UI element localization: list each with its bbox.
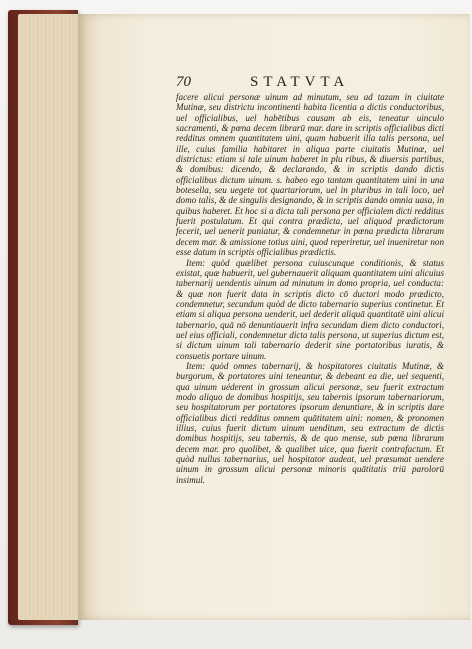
paragraph-2: Item: quòd quælibet persona cuiuscunque conditionis, & status existat, quæ habuerit, uel gubernauerit aliquam quantitatem uini alicuius tabernarij uendentis uinum ad minutum in domo propria, uel conducta: & quæ non fuerit data in scriptis dicto cō ductori modo prædicto, condemnetur, secundum quòd de dicto tabernario superius continetur. Et etiam si aliqua persona uenderit, uel dederit aliquā quantitatē uini alicui tabernario, quā nō denuntiauerit infra secundam diem dicto conductori, uel eius officiali, condemnetur dicta talis persona, ut superius dictum est, si dictum uinum tali tabernario dederit sine portatoribus iuratis, & consuetis portare uinum. <box>176 257 444 361</box>
body-text <box>176 92 444 485</box>
paragraph-1: facere alicui personæ uinum ad minutum, seu ad tazam in ciuitate Mutinæ, seu districtu incontinenti habita licentia a dictis conductoribus, uel officialibus, uel habētibus causam ab eis, teneatur uinculo sacramenti, & pœna decem librarū mar. dare in scriptis officialibus dicti redditus omnem quantitatem uini, quam habuerit illa talis persona, uel ille, cuius familia habitaret in aliqua parte ciuitatis Mutinæ, uel districtus: etiam si tale uinum haberet in plu ribus, & diuersis partibus, & domibus: dicendo, & declarando, & in scriptis dando dictis officialibus dictum uinum. s. habeo ego tantam quantitatem uini in una botesella, seu uegete tot quartariorum, uel in pluribus in tali loco, uel domo talis, & de singulis designando, & in scriptis dando omnia uasa, in quibus haberet. Et hoc si a dicta tali persona per officialem dicti redditus fuerit postulatum. Et qui contra prædicta, uel aliquod prædictorum fecerit, uel uenerit puniatur, & condemnetur in pœna prædicta librarum decem mar. & amissione totius uini, quod reperiretur, uel inueniretur non esse datum in scriptis officialibus prædictis. <box>176 92 444 258</box>
page-header <box>0 72 472 92</box>
page-number: 70 <box>176 74 191 90</box>
page-edges <box>18 14 80 620</box>
paragraph-3: Item: quòd omnes tabernarij, & hospitatores ciuitatis Mutinæ, & burgorum, & portatores uini teneantur, & debeant ea die, uel sequenti, qua uinum uéderent in grossum alicui personæ, seu fuerit extractum modo aliquo de domibus hospitijs, seu tabernis ipsorum tabernariorum, seu hospitatorum per portatores ipsorum denuntiare, & in scriptis dare officialibus dicti redditus omnem quātitatem uini: nomen, & pronomen illius, cuius fuerit dictum uinum uenditum, seu extractum de dictis domibus hospitijs, seu tabernis, & de quo mense, sub pœna librarum decem mar. pro quolibet, & qualibet uice, qua fuerit contrafactum. Et quòd nullus tabernarius, uel hospitator audeat, uel præsumat uendere uinum in grossum alicui personæ minoris quātitatis triū parolorū insimul. <box>176 360 444 485</box>
running-title: STATVTA <box>250 74 350 90</box>
